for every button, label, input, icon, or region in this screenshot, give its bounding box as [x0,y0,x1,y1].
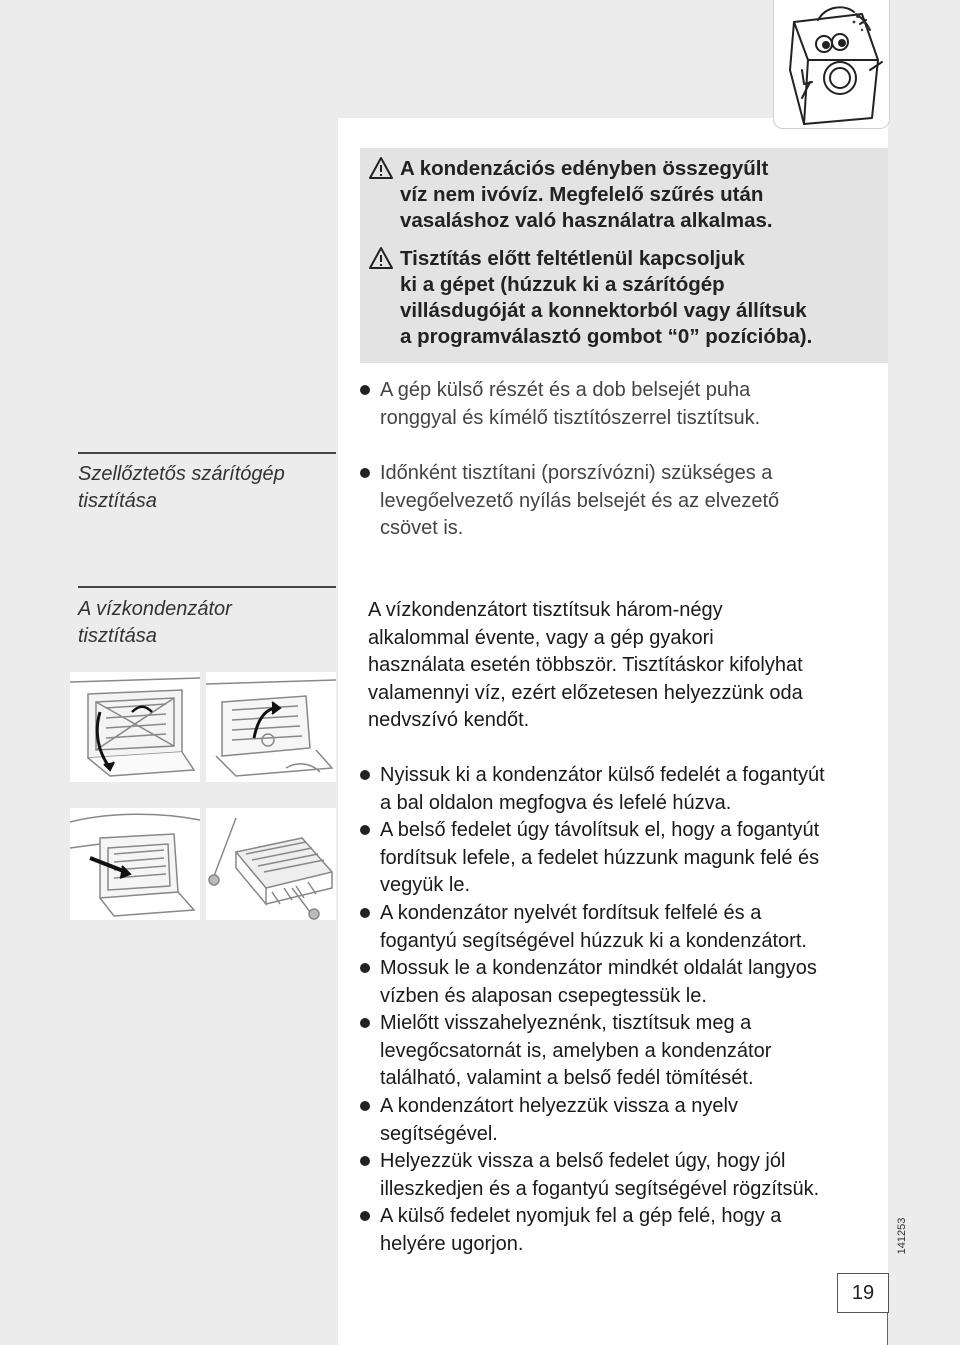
text-line: nedvszívó kendőt. [368,709,530,731]
bullet-icon [360,963,370,973]
section-rule [78,452,336,454]
list-item-text [380,1010,880,1093]
washing-machine-mascot-icon [774,0,889,128]
text-line: helyére ugorjon. [380,1232,524,1255]
list-item-text [380,900,880,955]
text-line: A vízkondenzátort tisztítsuk három-négy [368,599,723,621]
list-item-text [380,460,880,543]
text-line: vízben és alaposan csepegtessük le. [380,984,707,1007]
illustration-open-outer-cover [70,672,200,782]
text-line: levegőelvezető nyílás belsejét és az elvezető [380,489,780,512]
mascot-logo [773,0,890,129]
warning-triangle-icon [368,156,394,180]
bullet-icon [360,1156,370,1166]
condenser-intro [368,597,878,735]
text-line: csövet is. [380,517,464,539]
warning-line: víz nem ivóvíz. Megfelelő szűrés után [400,183,764,206]
bullet-icon [360,468,370,478]
section-title-condenser [78,592,333,650]
text-line: Nyissuk ki a kondenzátor külső fedelét a fogantyút [380,764,825,786]
warning-text [400,156,870,234]
section-rule [78,586,336,588]
document-code-text: 141253 [896,1217,908,1255]
text-line: valamennyi víz, ezért előzetesen helyezzünk oda [368,681,803,704]
warning-text [400,246,870,350]
text-line: A külső fedelet nyomjuk fel a gép felé, hogy a [380,1205,782,1227]
text-line: vegyük le. [380,874,471,896]
illustration-condenser-unit [206,808,336,920]
list-item-text [380,817,880,900]
text-line: A kondenzátor nyelvét fordítsuk felfelé és a [380,902,762,924]
text-line: segítségével. [380,1122,498,1145]
list-item-text [380,1203,880,1258]
bullet-icon [360,385,370,395]
text-line: a bal oldalon megfogva és lefelé húzva. [380,791,732,814]
illustration-pull-condenser [70,808,200,920]
text-line: fogantyú segítségével húzzuk ki a kondenzátort. [380,929,807,952]
warning-line: a programválasztó gombot “0” pozícióba). [400,325,813,348]
illustration-remove-inner-cover [206,672,336,782]
text-line: Mossuk le a kondenzátor mindkét oldalát langyos [380,957,817,979]
bullet-icon [360,825,370,835]
title-line: tisztítása [78,490,157,512]
list-item-text [380,377,880,432]
warning-line: vasaláshoz való használatra alkalmas. [400,209,773,232]
title-line: A vízkondenzátor [78,598,232,620]
title-line: Szellőztetős szárítógép [78,463,285,485]
text-line: ronggyal és kímélő tisztítószerrel tisztítsuk. [380,406,761,429]
text-line: Időnként tisztítani (porszívózni) szükséges a [380,462,773,484]
document-code [892,1210,912,1270]
text-line: használata esetén többször. Tisztításkor kifolyhat [368,654,803,676]
bullet-icon [360,1018,370,1028]
warning-line: Tisztítás előtt feltétlenül kapcsoljuk [400,247,745,270]
text-line: Mielőtt visszahelyeznénk, tisztítsuk meg a [380,1012,752,1034]
list-item-text [380,1148,880,1203]
warning-box [360,148,888,363]
text-line: A gép külső részét és a dob belsejét puha [380,379,751,401]
text-line: illeszkedjen és a fogantyú segítségével rögzítsük. [380,1177,820,1200]
bullet-icon [360,770,370,780]
text-line: Helyezzük vissza a belső fedelet úgy, hogy jól [380,1150,786,1172]
title-line: tisztítása [78,625,157,647]
warning-line: villásdugóját a konnektorból vagy állítsuk [400,299,807,322]
list-item-text [380,762,880,817]
text-line: fordítsuk lefele, a fedelet húzzunk magunk felé és [380,846,820,869]
text-line: levegőcsatornát is, amelyben a kondenzátor [380,1039,772,1062]
bullet-icon [360,1211,370,1221]
bullet-icon [360,1101,370,1111]
text-line: A kondenzátort helyezzük vissza a nyelv [380,1095,738,1117]
list-item-text [380,1093,880,1148]
text-line: alkalommal évente, vagy a gép gyakori [368,626,714,649]
text-line: A belső fedelet úgy távolítsuk el, hogy a fogantyút [380,819,820,841]
section-title-ventilated [78,457,333,515]
right-margin-strip [888,118,960,1345]
text-line: található, valamint a belső fedél tömítését. [380,1067,754,1089]
list-item-text [380,955,880,1010]
bullet-icon [360,908,370,918]
page-number: 19 [837,1273,889,1313]
warning-triangle-icon [368,246,394,270]
warning-line: ki a gépet (húzzuk ki a szárítógép [400,273,725,296]
warning-line: A kondenzációs edényben összegyűlt [400,157,769,180]
